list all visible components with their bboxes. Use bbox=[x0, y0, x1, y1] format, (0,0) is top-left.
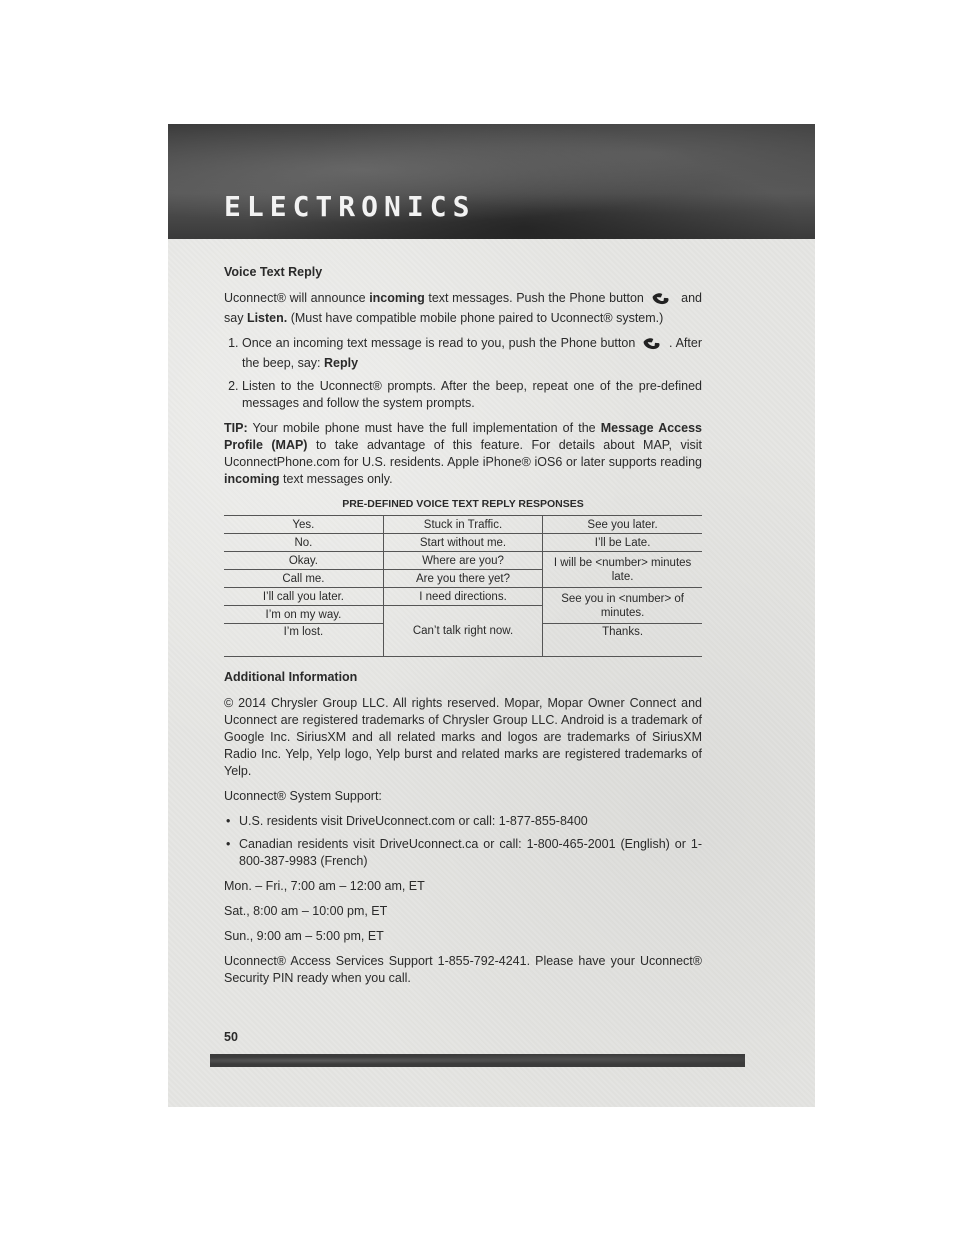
responses-table bbox=[224, 515, 702, 657]
page-content bbox=[224, 264, 702, 995]
table-cell: Call me. bbox=[224, 570, 383, 588]
table-cell: I will be <number> minutes late. bbox=[543, 552, 702, 588]
support-list bbox=[224, 813, 702, 870]
table-cell: Can’t talk right now. bbox=[383, 606, 542, 657]
table-cell: Where are you? bbox=[383, 552, 542, 570]
table-cell: See you later. bbox=[543, 516, 702, 534]
footer-band bbox=[210, 1054, 745, 1067]
table-cell: I need directions. bbox=[383, 588, 542, 606]
table-caption: PRE-DEFINED VOICE TEXT REPLY RESPONSES bbox=[342, 498, 584, 510]
voice-text-reply-heading: Voice Text Reply bbox=[224, 265, 323, 279]
step-item: 2. Listen to the Uconnect® prompts. After the beep, repeat one of the pre-defined messages and follow the system prompts. bbox=[242, 378, 702, 412]
phone-icon bbox=[642, 336, 666, 355]
hours-line: Mon. – Fri., 7:00 am – 12:00 am, ET bbox=[224, 879, 425, 893]
access-services-paragraph: Uconnect® Access Services Support 1-855-792-4241. Please have your Uconnect® Security PIN ready when you call. bbox=[224, 954, 702, 985]
list-item: • Canadian residents visit DriveUconnect.ca or call: 1-800-465-2001 (English) or 1-800-387-9983 (French) bbox=[224, 836, 702, 870]
table-cell: Thanks. bbox=[543, 624, 702, 657]
manual-page bbox=[168, 124, 815, 1107]
table-row bbox=[224, 534, 702, 552]
additional-info-heading: Additional Information bbox=[224, 670, 358, 684]
table-cell: I’ll be Late. bbox=[543, 534, 702, 552]
intro-paragraph: Uconnect® will announce incoming text messages. Push the Phone button and say Listen. (Must have compatible mobile phone paired to Uconnect® system.) bbox=[224, 291, 702, 325]
hours-line: Sun., 9:00 am – 5:00 pm, ET bbox=[224, 929, 384, 943]
steps-list bbox=[224, 335, 702, 412]
table-cell: See you in <number> of minutes. bbox=[543, 588, 702, 624]
table-cell: I’ll call you later. bbox=[224, 588, 383, 606]
tip-paragraph: TIP: Your mobile phone must have the full implementation of the Message Access Profile (MAP) to take advantage of this feature. For details about MAP, visit UconnectPhone.com for U.S. residents. Apple iPhone® iOS6 or later supports reading incoming text messages only. bbox=[224, 421, 703, 486]
table-cell: I’m on my way. bbox=[224, 606, 383, 624]
table-cell: Yes. bbox=[224, 516, 383, 534]
header-banner bbox=[168, 124, 815, 239]
list-item: • U.S. residents visit DriveUconnect.com or call: 1-877-855-8400 bbox=[224, 813, 702, 830]
table-cell: I’m lost. bbox=[224, 624, 383, 657]
section-title: ELECTRONICS bbox=[224, 190, 476, 223]
table-cell: Are you there yet? bbox=[383, 570, 542, 588]
table-cell: Okay. bbox=[224, 552, 383, 570]
page-number: 50 bbox=[224, 1030, 238, 1044]
support-label: Uconnect® System Support: bbox=[224, 789, 382, 803]
table-row bbox=[224, 516, 702, 534]
phone-icon bbox=[651, 291, 675, 310]
copyright-paragraph: © 2014 Chrysler Group LLC. All rights reserved. Mopar, Mopar Owner Connect and Uconnect are registered trademarks of Chrysler Group LLC. Android is a trademark of Google Inc. SiriusXM and all related marks and logos are trademarks of SiriusXM Radio Inc. Yelp, Yelp logo, Yelp burst and related marks are registered trademarks of Yelp. bbox=[224, 696, 702, 778]
hours-line: Sat., 8:00 am – 10:00 pm, ET bbox=[224, 904, 388, 918]
table-row bbox=[224, 588, 702, 606]
step-item: 1. Once an incoming text message is read to you, push the Phone button . After the beep, say: Reply bbox=[242, 335, 702, 372]
table-cell: Start without me. bbox=[383, 534, 542, 552]
table-cell: No. bbox=[224, 534, 383, 552]
table-cell: Stuck in Traffic. bbox=[383, 516, 542, 534]
table-row bbox=[224, 552, 702, 570]
